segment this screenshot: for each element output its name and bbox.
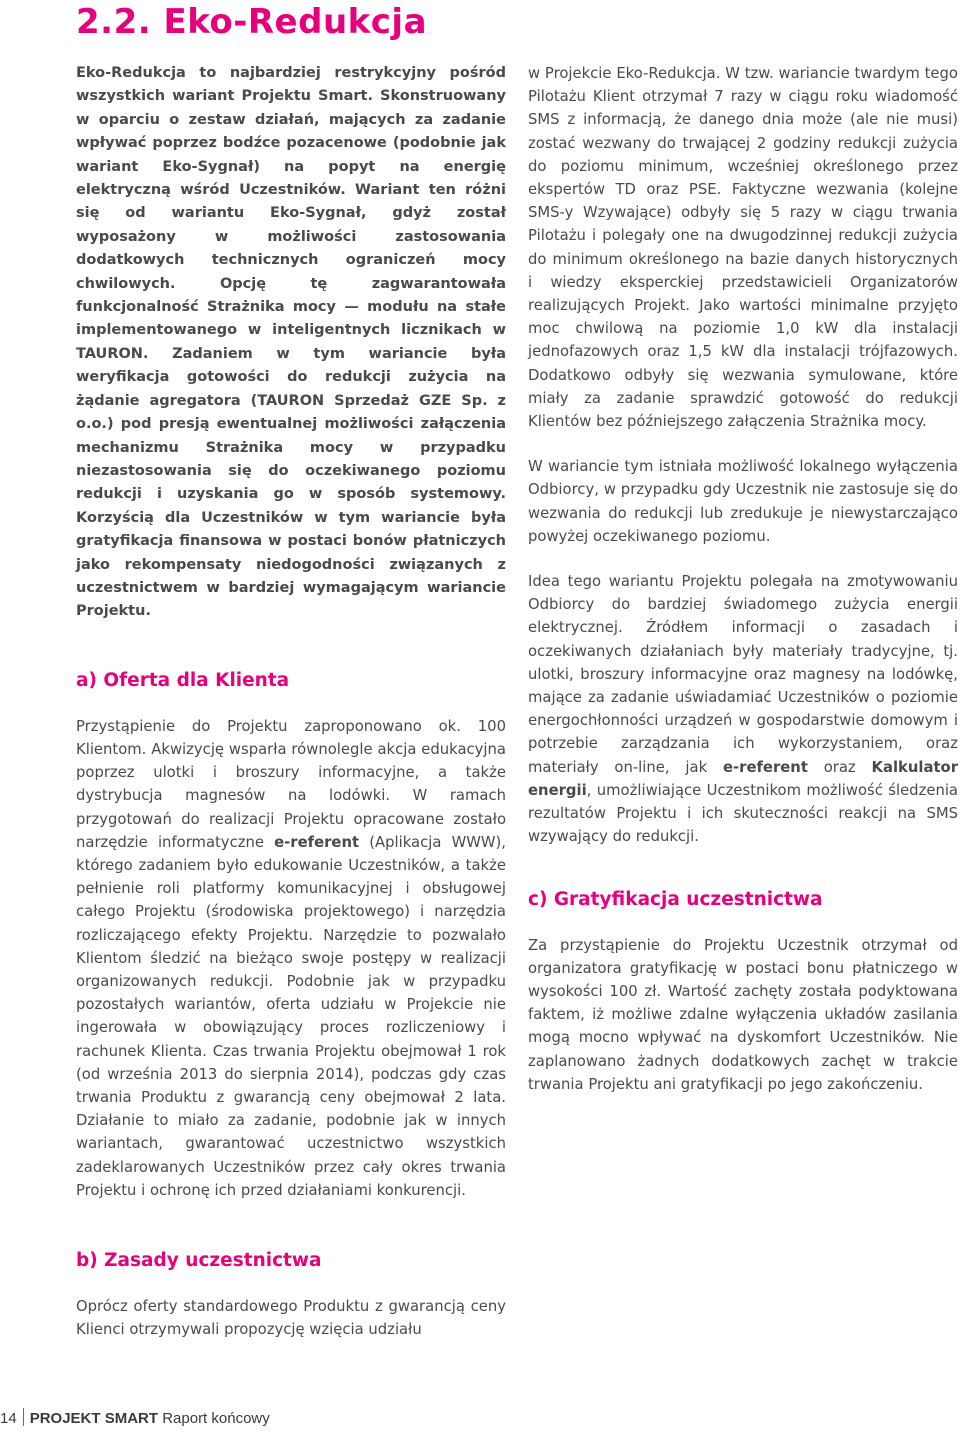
left-column (76, 62, 506, 1341)
right-column (528, 62, 958, 1096)
footer-report-label: Raport końcowy (162, 1410, 270, 1427)
footer-divider (23, 1408, 24, 1426)
right-paragraph-2: W wariancie tym istniała możliwość lokalnego wyłączenia Odbiorcy, w przypadku gdy Uczestnik nie zastosuje się do wezwania do redukcji lub zredukuje je niewystarczająco powyżej oczekiwanego poziomu. (528, 458, 958, 545)
section-a-paragraph: Przystąpienie do Projektu zaproponowano ok. 100 Klientom. Akwizycję wsparła równolegle akcja edukacyjna poprzez ulotki i broszury informacyjne, a także dystrybucja magnesów na lodówki. W ramach przygotowań do realizacji Projektu opracowane zostało narzędzie informatyczne e-referent (Aplikacja WWW), którego zadaniem było edukowanie Uczestników, a także pełnienie roli platformy komunikacyjnej i obsługowej całego Projektu (środowiska projektowego) i narzędzia rozliczającego efekty Projektu. Narzędzie to pozwalało Klientom śledzić na bieżąco swoje postępy w realizacji organizowanych redukcji. Podobnie jak w przypadku pozostałych wariantów, oferta udziału w Projekcie nie ingerowała w obowiązujący proces rozliczeniowy i rachunek Klienta. Czas trwania Projektu obejmował 1 rok (od września 2013 do sierpnia 2014), podczas gdy czas trwania Produktu z gwarancją ceny obejmował 2 lata. Działanie to miało za zadanie, podobnie jak w innych wariantach, gwarantować uczestnictwo wszystkich zadeklarowanych Uczestników przez cały okres trwania Projektu i ochronę ich przed działaniami konkurencji. (76, 717, 506, 1199)
section-c-paragraph: Za przystąpienie do Projektu Uczestnik otrzymał od organizatora gratyfikację w postaci bonu płatniczego w wysokości 100 zł. Wartość zachęty została podyktowana faktem, iż możliwe zdalne wyłączenia układów zasilania mogą mocno wpływać na dyskomfort Uczestników. Nie zaplanowano żadnych dodatkowych zachęt w trakcie trwania Projektu ani gratyfikacji po jego zakończeniu. (528, 936, 958, 1093)
right-paragraph-3: Idea tego wariantu Projektu polegała na zmotywowaniu Odbiorcy do bardziej świadomego zużycia energii elektrycznej. Źródłem informacji o zasadach i oczekiwanych działaniach były materiały tradycyjne, tj. ulotki, broszury informacyjne oraz magnesy na lodówkę, mające za zadanie uświadamiać Uczestników o poziomie energochłonności urządzeń w gospodarstwie domowym i potrzebie zarządzania ich wykorzystaniem, oraz materiały on-line, jak e-referent oraz Kalkulator energii, umożliwiające Uczestnikom możliwość śledzenia rezultatów Projektu i ich skuteczności reakcji na SMS wzywający do redukcji. (528, 573, 958, 846)
page-number: 14 (0, 1410, 17, 1427)
section-title: 2.2. Eko-Redukcja (76, 2, 428, 42)
e-referent-term: e-referent (722, 758, 808, 776)
section-b-heading: b) Zasady uczestnictwa (76, 1250, 322, 1272)
section-a-heading: a) Oferta dla Klienta (76, 669, 290, 691)
energy-calculator-term: Kalkulator energii (528, 758, 958, 799)
section-c-heading: c) Gratyfikacja uczestnictwa (528, 888, 823, 910)
e-referent-term: e-referent (274, 833, 360, 851)
intro-paragraph: Eko-Redukcja to najbardziej restrykcyjny pośród wszystkich wariant Projektu Smart. Skonstruowany w oparciu o zestaw działań, mających za zadanie wpływać poprzez bodźce pozacenowe (podobnie jak wariant Eko-Sygnał) na popyt na energię elektryczną wśród Uczestników. Wariant ten różni się od wariantu Eko-Sygnał, gdyż został wyposażony w możliwości zastosowania dodatkowych technicznych ograniczeń mocy chwilowych. Opcję tę zagwarantowała funkcjonalność Strażnika mocy — modułu na stałe implementowanego w inteligentnych licznikach w TAURON. Zadaniem w tym wariancie była weryfikacja gotowości do redukcji zużycia na żądanie agregatora (TAURON Sprzedaż GZE Sp. z o.o.) pod presją ewentualnej możliwości załączenia mechanizmu Strażnika mocy w przypadku niezastosowania się do oczekiwanego poziomu redukcji i uzyskania go w sposób systemowy. Korzyścią dla Uczestników w tym wariancie była gratyfikacja finansowa w postaci bonów płatniczych jako rekompensaty niedogodności związanych z uczestnictwem w bardziej wymagającym wariancie Projektu. (76, 65, 506, 620)
footer-brand: PROJEKT SMART (29, 1410, 159, 1427)
section-b-paragraph: Oprócz oferty standardowego Produktu z gwarancją ceny Klienci otrzymywali propozycję wzięcia udziału (76, 1298, 506, 1339)
page-footer (0, 1408, 270, 1427)
right-paragraph-1: w Projekcie Eko-Redukcja. W tzw. wariancie twardym tego Pilotażu Klient otrzymał 7 razy w ciągu roku wiadomość SMS z informacją, że danego dnia może (ale nie musi) zostać wezwany do trwającej 2 godziny redukcji zużycia do poziomu minimum, wcześniej określonego przez ekspertów TD oraz PSE. Faktyczne wezwania (kolejne SMS-y Wzywające) odbyły się 5 razy w ciągu trwania Pilotażu i polegały one na dwugodzinnej redukcji zużycia do minimum określonego na bazie danych historycznych i wiedzy eksperckiej przedstawicieli Organizatorów realizujących Projekt. Jako wartości minimalne przyjęto moc chwilową na poziomie 1,0 kW dla instalacji jednofazowych oraz 1,5 kW dla instalacji trójfazowych. Dodatkowo odbyły się wezwania symulowane, które miały za zadanie sprawdzić gotowość do redukcji Klientów bez późniejszego załączenia Strażnika mocy. (528, 65, 958, 431)
